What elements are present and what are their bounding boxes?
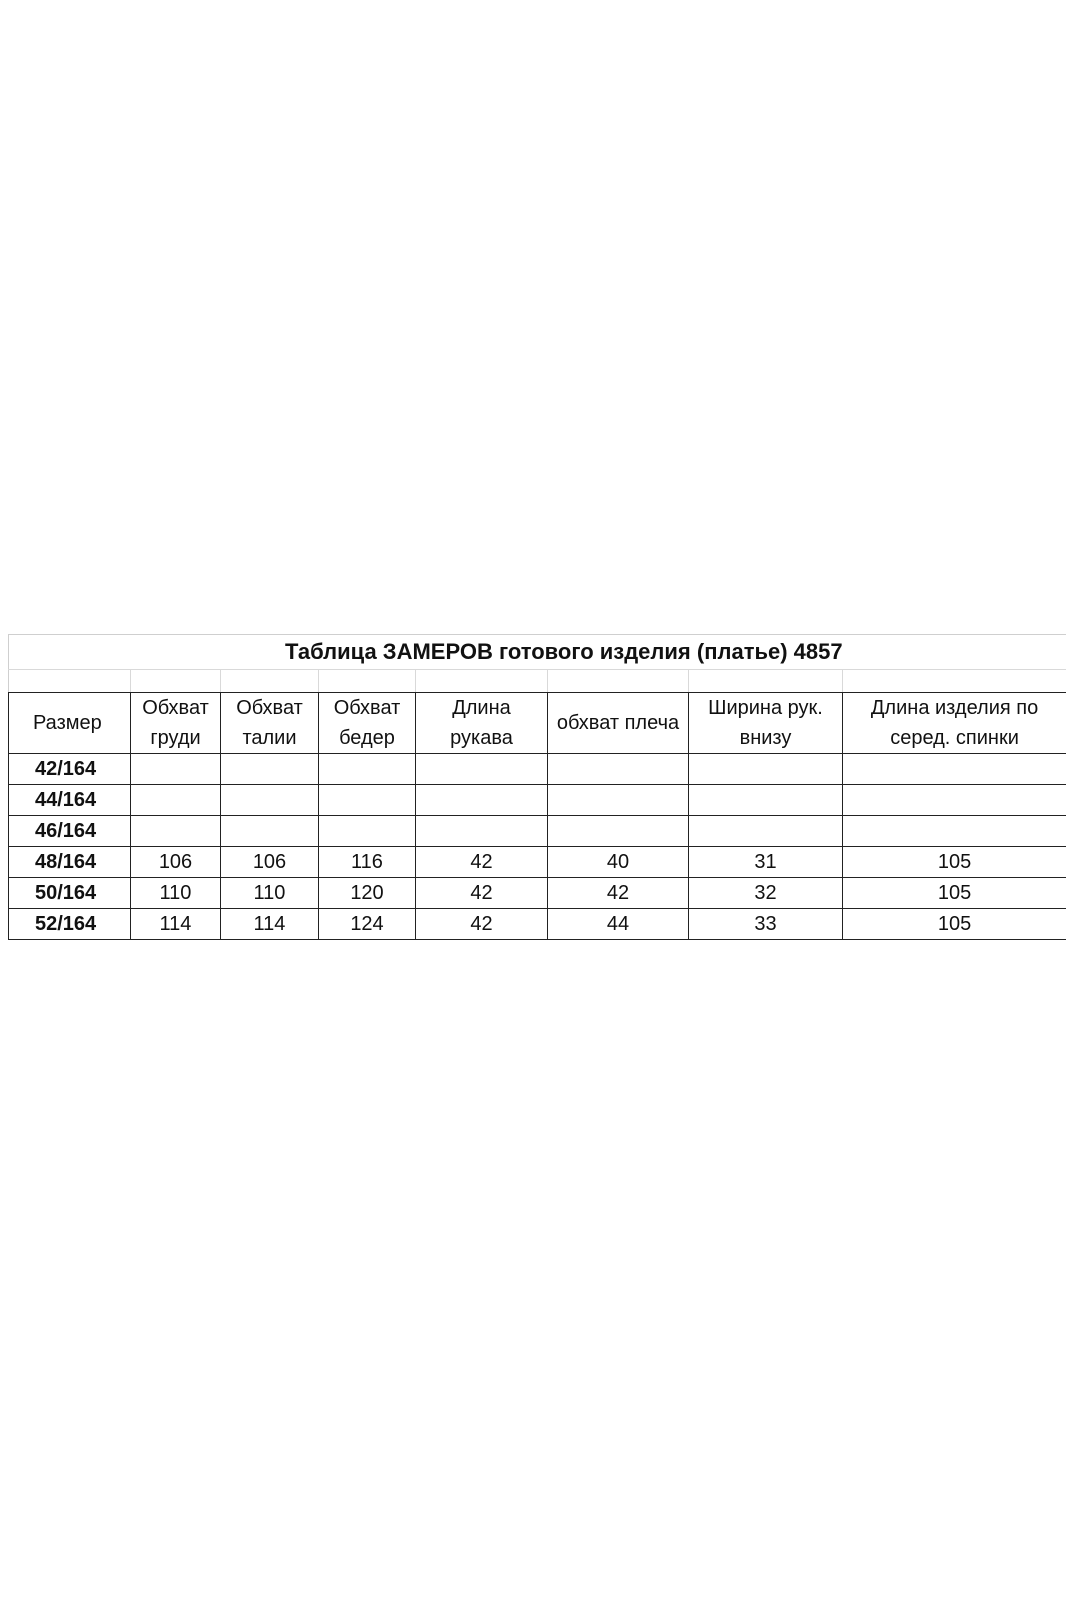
column-header-chest: Обхват груди [131,693,221,754]
back-length-cell [843,754,1066,785]
waist-cell: 106 [221,847,319,878]
sleeve-width-cell [689,754,843,785]
waist-cell: 114 [221,909,319,940]
sleeve-length-cell: 42 [416,847,548,878]
sleeve-width-cell [689,816,843,847]
chest-cell [131,785,221,816]
chest-cell [131,754,221,785]
sleeve-width-cell: 31 [689,847,843,878]
hips-cell [319,785,416,816]
waist-cell [221,816,319,847]
size-cell: 42/164 [9,754,131,785]
column-header-back-length: Длина изделия по серед. спинки [843,693,1066,754]
waist-cell [221,754,319,785]
chest-cell: 110 [131,878,221,909]
table-row [9,754,1066,785]
size-cell: 52/164 [9,909,131,940]
hips-cell: 124 [319,909,416,940]
table-row [9,816,1066,847]
chest-cell [131,816,221,847]
shoulder-girth-cell [548,785,689,816]
title-row [9,635,1066,670]
sleeve-width-cell: 33 [689,909,843,940]
column-header-sleeve-width: Ширина рук. внизу [689,693,843,754]
column-header-size: Размер [9,693,131,754]
table-row [9,785,1066,816]
chest-cell: 114 [131,909,221,940]
table-row [9,847,1066,878]
chest-cell: 106 [131,847,221,878]
waist-cell: 110 [221,878,319,909]
back-length-cell: 105 [843,909,1066,940]
sleeve-length-cell: 42 [416,909,548,940]
hips-cell [319,754,416,785]
size-cell: 50/164 [9,878,131,909]
shoulder-girth-cell: 42 [548,878,689,909]
header-row [9,693,1066,754]
hips-cell [319,816,416,847]
shoulder-girth-cell [548,754,689,785]
column-header-shoulder-girth: обхват плеча [548,693,689,754]
back-length-cell [843,785,1066,816]
measurements-table [8,634,1066,940]
table-title: Таблица ЗАМЕРОВ готового изделия (платье) 4857 [9,635,1066,670]
hips-cell: 120 [319,878,416,909]
sleeve-length-cell [416,785,548,816]
table-row [9,878,1066,909]
shoulder-girth-cell: 44 [548,909,689,940]
sleeve-width-cell: 32 [689,878,843,909]
back-length-cell: 105 [843,847,1066,878]
shoulder-girth-cell: 40 [548,847,689,878]
column-header-sleeve-length: Длина рукава [416,693,548,754]
size-chart-sheet [8,634,1066,940]
spacer-row [9,670,1066,693]
sleeve-width-cell [689,785,843,816]
size-cell: 46/164 [9,816,131,847]
size-cell: 44/164 [9,785,131,816]
back-length-cell: 105 [843,878,1066,909]
back-length-cell [843,816,1066,847]
sleeve-length-cell: 42 [416,878,548,909]
table-row [9,909,1066,940]
column-header-waist: Обхват талии [221,693,319,754]
waist-cell [221,785,319,816]
shoulder-girth-cell [548,816,689,847]
hips-cell: 116 [319,847,416,878]
column-header-hips: Обхват бедер [319,693,416,754]
sleeve-length-cell [416,816,548,847]
sleeve-length-cell [416,754,548,785]
size-cell: 48/164 [9,847,131,878]
